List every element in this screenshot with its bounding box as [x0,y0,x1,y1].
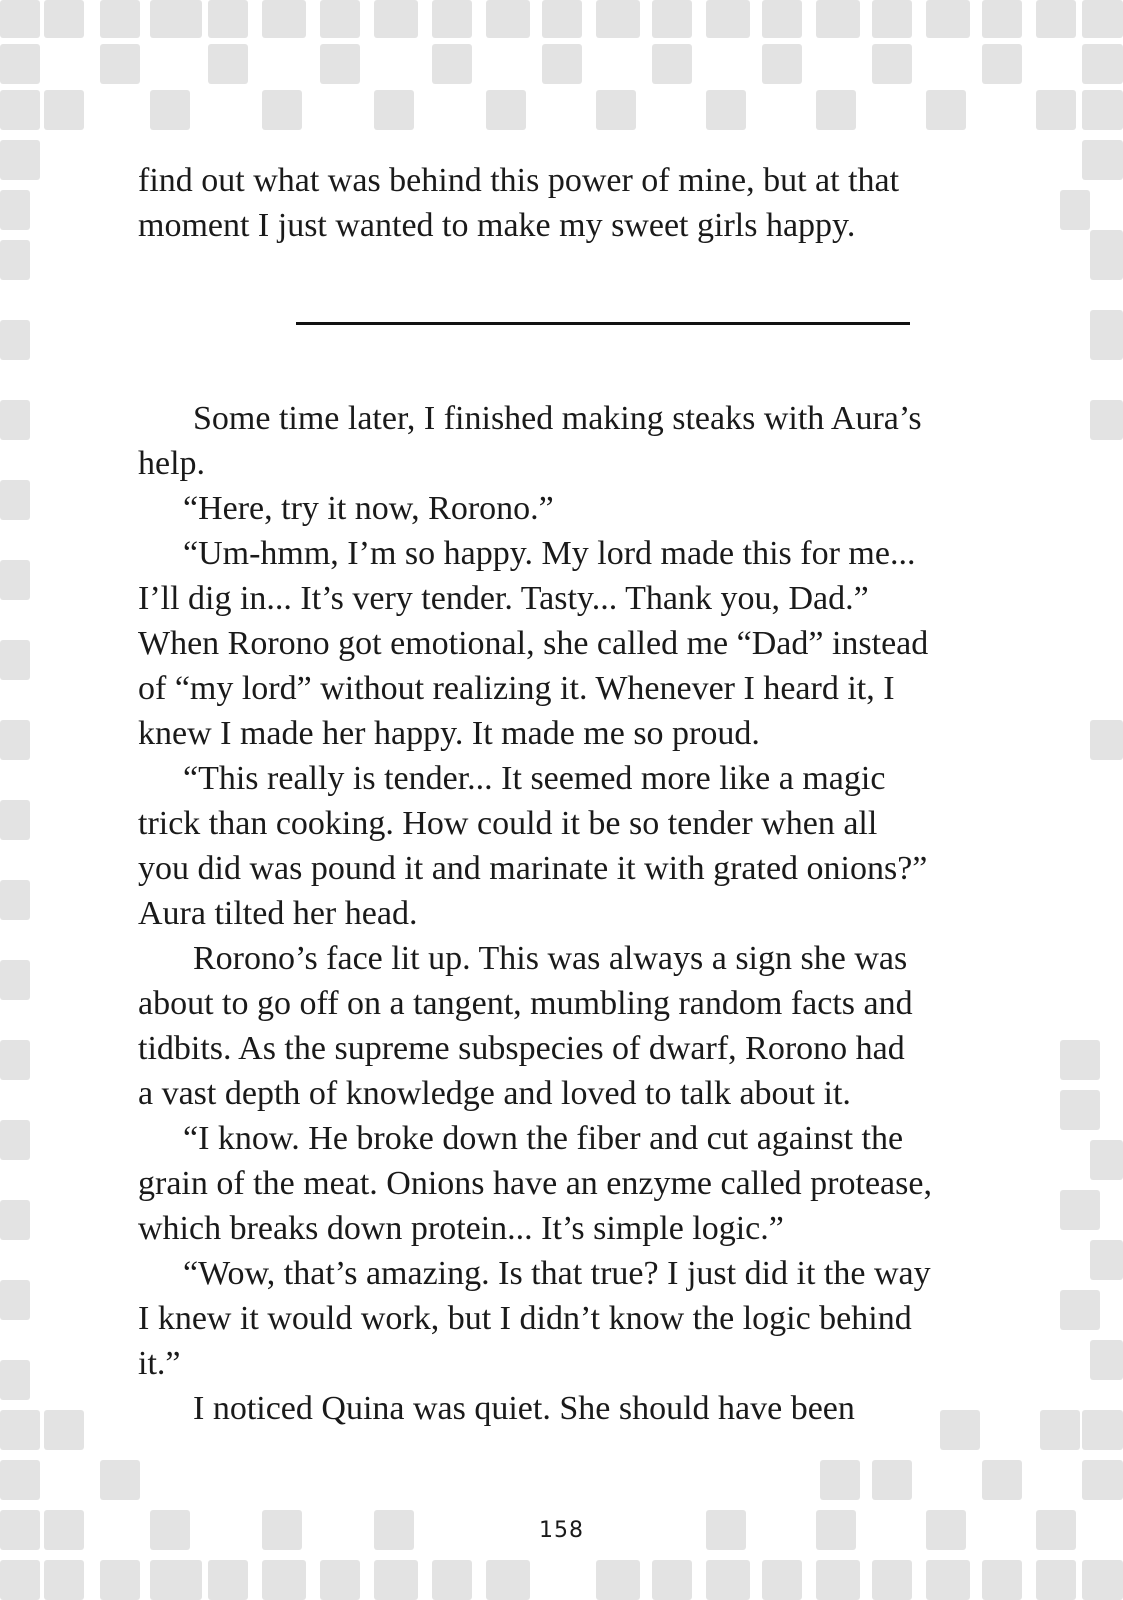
text-line: I’ll dig in... It’s very tender. Tasty... Thank you, Dad.” [138,580,869,617]
text-line: a vast depth of knowledge and loved to talk about it. [138,1075,851,1112]
text-line: about to go off on a tangent, mumbling random facts and [138,985,913,1022]
text-line: I knew it would work, but I didn’t know the logic behind [138,1300,912,1337]
text-line: When Rorono got emotional, she called me “Dad” instead [138,625,929,662]
body-text [138,396,1018,1431]
text-line: trick than cooking. How could it be so tender when all [138,805,878,842]
text-line: moment I just wanted to make my sweet girls happy. [138,207,856,244]
text-line: which breaks down protein... It’s simple logic.” [138,1210,784,1247]
text-line: “I know. He broke down the fiber and cut against the [183,1120,904,1157]
text-line: Rorono’s face lit up. This was always a sign she was [193,940,908,977]
text-line: “Wow, that’s amazing. Is that true? I just did it the way [183,1255,931,1292]
scene-break-rule [296,322,910,325]
text-line: grain of the meat. Onions have an enzyme called protease, [138,1165,932,1202]
text-line: Some time later, I finished making steaks with Aura’s [193,400,922,437]
text-line: “Um-hmm, I’m so happy. My lord made this for me... [183,535,916,572]
text-line: knew I made her happy. It made me so proud. [138,715,760,752]
text-line: it.” [138,1345,181,1382]
text-line: Aura tilted her head. [138,895,418,932]
text-line: find out what was behind this power of mine, but at that [138,162,900,199]
text-line: help. [138,445,206,482]
text-line: “Here, try it now, Rorono.” [183,490,554,527]
page-number: 158 [539,1518,584,1543]
text-line: you did was pound it and marinate it with grated onions?” [138,850,928,887]
text-line: tidbits. As the supreme subspecies of dwarf, Rorono had [138,1030,905,1067]
text-line: “This really is tender... It seemed more like a magic [183,760,886,797]
top-paragraph [138,158,1018,248]
text-line: of “my lord” without realizing it. Whenever I heard it, I [138,670,895,707]
text-line: I noticed Quina was quiet. She should have been [193,1390,855,1427]
